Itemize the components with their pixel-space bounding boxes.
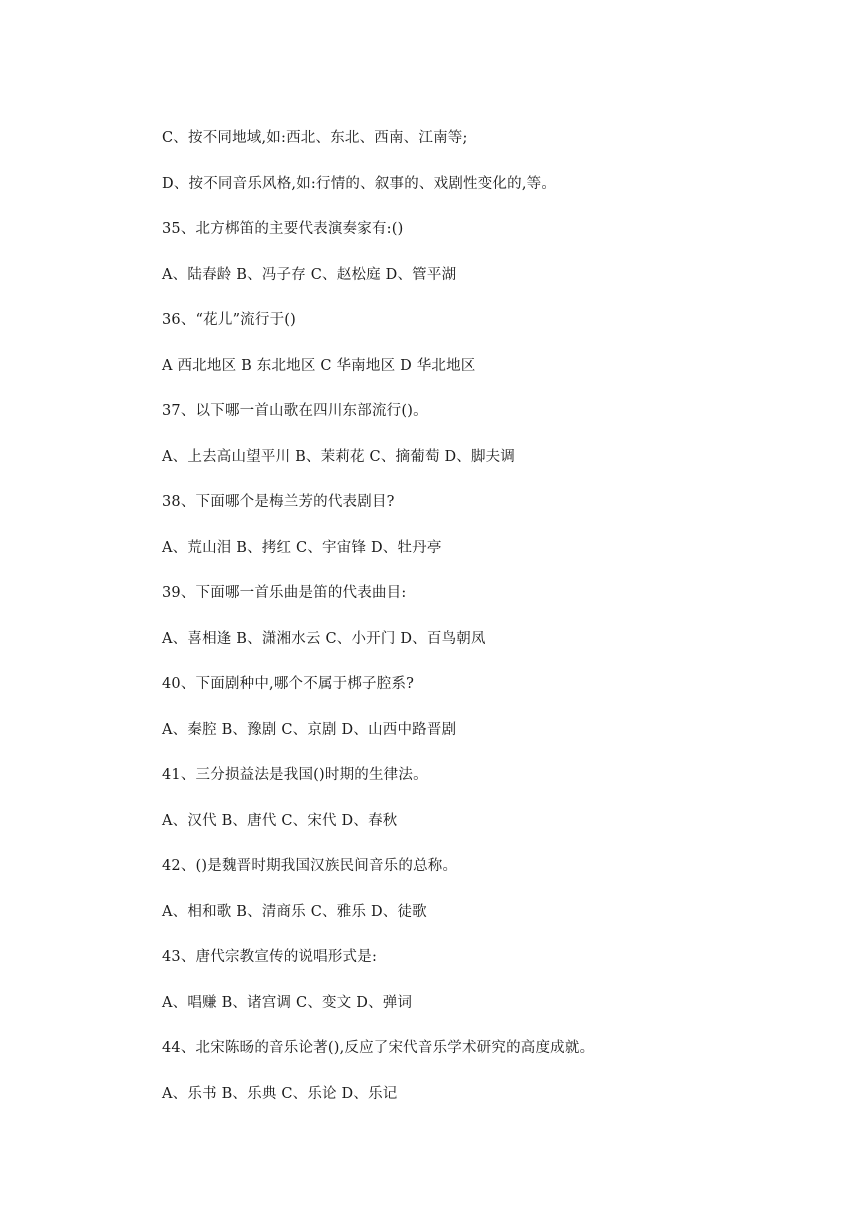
answer-options-line: A、相和歌 B、清商乐 C、雅乐 D、徒歌: [162, 903, 427, 920]
question-line: 42、()是魏晋时期我国汉族民间音乐的总称。: [162, 858, 458, 874]
question-list: [162, 128, 822, 1129]
answer-options-line: A、陆春龄 B、冯子存 C、赵松庭 D、管平湖: [162, 266, 457, 283]
answer-options-line: A 西北地区 B 东北地区 C 华南地区 D 华北地区: [162, 357, 476, 374]
question-line: 39、下面哪一首乐曲是笛的代表曲目:: [162, 585, 407, 601]
answer-options-line: A、汉代 B、唐代 C、宋代 D、春秋: [162, 812, 398, 829]
question-line: 37、以下哪一首山歌在四川东部流行()。: [162, 403, 428, 419]
question-line: 40、下面剧种中,哪个不属于梆子腔系?: [162, 676, 415, 692]
answer-options-line: A、唱赚 B、诸宫调 C、变文 D、弹词: [162, 994, 413, 1011]
text-line: D、按不同音乐风格,如:行情的、叙事的、戏剧性变化的,等。: [162, 175, 557, 192]
answer-options-line: A、秦腔 B、豫剧 C、京剧 D、山西中路晋剧: [162, 721, 457, 738]
question-line: 43、唐代宗教宣传的说唱形式是:: [162, 949, 378, 965]
answer-options-line: A、喜相逢 B、潇湘水云 C、小开门 D、百鸟朝凤: [162, 630, 486, 647]
text-line: C、按不同地域,如:西北、东北、西南、江南等;: [162, 130, 468, 146]
question-line: 44、北宋陈旸的音乐论著(),反应了宋代音乐学术研究的高度成就。: [162, 1040, 595, 1056]
answer-options-line: A、乐书 B、乐典 C、乐论 D、乐记: [162, 1085, 398, 1102]
question-line: 38、下面哪个是梅兰芳的代表剧目?: [162, 494, 395, 510]
question-line: 35、北方梆笛的主要代表演奏家有:(): [162, 221, 404, 237]
answer-options-line: A、上去高山望平川 B、茉莉花 C、摘葡萄 D、脚夫调: [162, 448, 516, 465]
answer-options-line: A、荒山泪 B、拷红 C、宇宙锋 D、牡丹亭: [162, 539, 442, 556]
question-line: 36、“花儿”流行于(): [162, 312, 296, 328]
question-line: 41、三分损益法是我国()时期的生律法。: [162, 767, 428, 783]
